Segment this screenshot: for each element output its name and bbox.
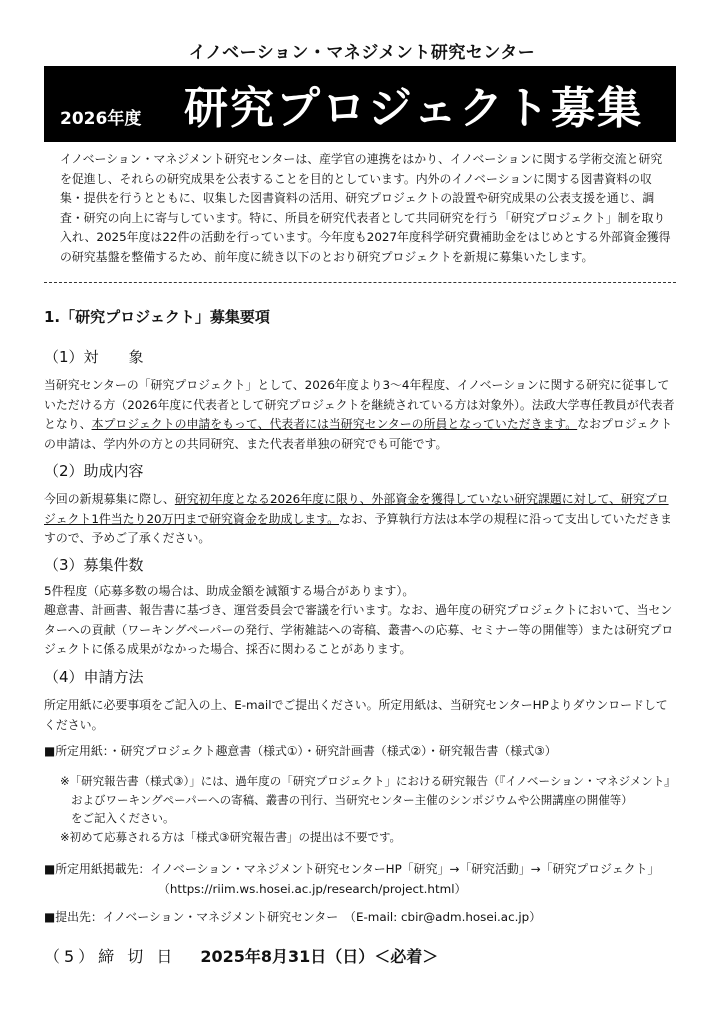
report-note-line: およびワーキングペーパーへの寄稿、叢書の刊行、当研究センター主催のシンポジウムや公開講座の開催等） <box>71 792 633 807</box>
subsection-heading-apply: （4）申請方法 <box>44 668 144 686</box>
grant-text-cont: なお、予算執行方法は本学の規程に沿って支出していただきますので、予めご了承ください。 <box>44 511 672 545</box>
forms-list: ■所定用紙：・研究プロジェクト趣意書（様式①）・研究計画書（様式②）・研究報告書（様式③） <box>44 744 557 758</box>
title-banner <box>44 66 676 142</box>
target-text-cont: なおプロジェクトの申請は、学内外の方との共同研究、また代表者単独の研究でも可能です。 <box>44 417 673 451</box>
report-note-line: をご記入ください。 <box>71 811 175 825</box>
dashed-divider <box>44 282 676 283</box>
first-time-note: ※初めて応募される方は「様式③研究報告書」の提出は不要です。 <box>60 830 402 844</box>
organization-name: イノベーション・マネジメント研究センター <box>188 43 536 63</box>
deadline <box>44 944 438 967</box>
form-location: ■所定用紙掲載先：イノベーション・マネジメント研究センターHP「研究」→「研究活動」→「研究プロジェクト」 <box>44 862 660 876</box>
subsection-heading-grant: （2）助成内容 <box>44 462 144 480</box>
form-url-link[interactable]: （https://riim.ws.hosei.ac.jp/research/project.html） <box>158 882 467 896</box>
count-line: 5件程度（応募多数の場合は、助成金額を減額する場合があります）。 <box>44 584 415 598</box>
section-heading: 1.「研究プロジェクト」募集要項 <box>44 308 270 326</box>
target-underlined-text: 本プロジェクトの申請をもって、代表者には当研究センターの所員となっていただきます。 <box>91 417 578 431</box>
target-text: 当研究センターの「研究プロジェクト」として、2026年度より3～4年程度、イノベーションに関する研究に従事していただける方（2026年度に代表者として研究プロジェクトを継続されている方は対象外）。法政大学専任教員が代表者となり、 <box>44 378 675 431</box>
deadline-label: （5）締 切 日 <box>44 947 177 966</box>
fiscal-year: 2026年度 <box>60 109 142 129</box>
apply-paragraph: 所定用紙に必要事項をご記入の上、E-mailでご提出ください。所定用紙は、当研究センターHPよりダウンロードしてください。 <box>44 698 668 732</box>
grant-paragraph <box>44 490 676 549</box>
page-title: 研究プロジェクト募集 <box>184 83 644 134</box>
count-paragraph: 趣意書、計画書、報告書に基づき、運営委員会で審議を行います。なお、過年度の研究プロジェクトにおいて、当センターへの貢献（ワーキングペーパーの発行、学術雑誌への寄稿、叢書への応募、セミナー等の開催等）または研究プロジェクトに係る成果がなかった場合、採否に関わることがあります。 <box>44 603 674 656</box>
report-note <box>60 772 676 828</box>
grant-underlined-text: 研究初年度となる2026年度に限り、外部資金を獲得していない研究課題に対して、研究プロジェクト1件当たり20万円まで研究資金を助成します。 <box>44 492 669 526</box>
intro-paragraph: イノベーション・マネジメント研究センターは、産学官の連携をはかり、イノベーションに関する学術交流と研究を促進し、それらの研究成果を公表することを目的としています。内外のイノベーションに関する図書資料の収集・提供を行うとともに、収集した図書資料の活用、研究プロジェクトの設置や研究成果の公表支援を通じ、調査・研究の向上に寄与しています。特に、所員を研究代表者として共同研究を行う「研究プロジェクト」制を取り入れ、2025年度は22件の活動を行っています。今年度も2027年度科学研究費補助金をはじめとする外部資金獲得の研究基盤を整備するため、前年度に続き以下のとおり研究プロジェクトを新規に募集いたします。 <box>60 152 671 264</box>
target-paragraph <box>44 376 676 454</box>
grant-text: 今回の新規募集に際し、 <box>44 492 175 506</box>
submission-address: ■提出先：イノベーション・マネジメント研究センター （E-mail: cbir@adm.hosei.ac.jp） <box>44 910 542 924</box>
report-note-line: ※「研究報告書（様式③）」には、過年度の「研究プロジェクト」における研究報告（『イノベーション・マネジメント』 <box>60 774 676 788</box>
subsection-heading-target: （1）対 象 <box>44 348 144 366</box>
subsection-heading-count: （3）募集件数 <box>44 556 144 574</box>
deadline-date: 2025年8月31日（日）＜必着＞ <box>200 947 439 966</box>
